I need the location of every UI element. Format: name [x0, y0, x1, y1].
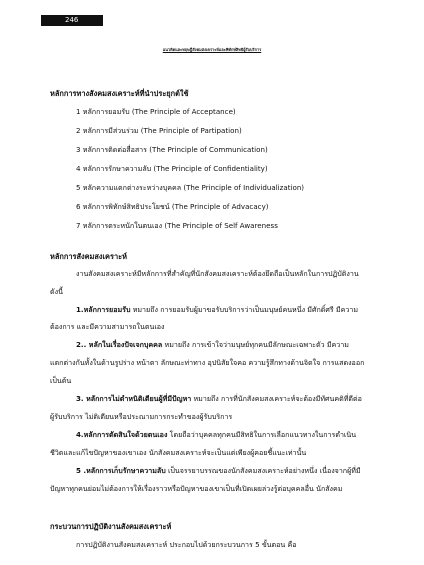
section-heading-principles-applied: หลักการทางสังคมสงเคราะห์ที่นำประยุกต์ใช้: [50, 89, 189, 98]
principle-item: 3 หลักการติดต่อสื่อสาร (The Principle of Communication): [76, 145, 268, 154]
paragraph-line: ชีวิตและแก้ไขปัญหาของเขาเอง นักสังคมสงเคราะห์จะเป็นแต่เพียงผู้คอยชี้แนะเท่านั้น: [50, 448, 307, 457]
principle-item: 6 หลักการพิทักษ์สิทธิประโยชน์ (The Principle of Advacacy): [76, 202, 269, 211]
paragraph-non-judgmental: [76, 394, 362, 405]
paragraph-self-determination: [76, 430, 356, 441]
principle-item: 1 หลักการยอมรับ (The Principle of Acceptance): [76, 107, 236, 116]
principle-description: โดยถือว่าบุคคลทุกคนมีสิทธิในการเลือกแนวทางในการดำเนิน: [167, 430, 357, 439]
paragraph-individualization: [76, 340, 349, 351]
paragraph-acceptance: [76, 305, 358, 316]
principle-name: 2.. หลักในเรื่องปัจเจกบุคคล: [76, 340, 163, 349]
paragraph-line: เป็นต้น: [50, 376, 72, 385]
principle-name: 5 .หลักการเก็บรักษาความลับ: [76, 466, 166, 475]
paragraph-process-intro: การปฏิบัติงานสังคมสงเคราะห์ ประกอบไปด้วยกระบวนการ 5 ขั้นตอน คือ: [76, 540, 297, 549]
paragraph-intro-line: งานสังคมสงเคราะห์มีหลักการที่สำคัญที่นักสังคมสงเคราะห์ต้องยึดถือเป็นหลักในการปฏิบัติงาน: [76, 269, 359, 278]
principle-name: 3. หลักการไม่ตำหนิติเตียนผู้ที่มีปัญหา: [76, 394, 192, 403]
principle-item: 7 หลักการตระหนักในตนเอง (The Principle of Self Awareness: [76, 221, 278, 230]
principle-description: เป็นจรรยาบรรณของนักสังคมสงเคราะห์อย่างหนึ่ง เนื่องจากผู้ที่มี: [165, 466, 361, 475]
section-heading-social-work-principles: หลักการสังคมสงเคราะห์: [50, 252, 127, 261]
principle-name: 4.หลักการตัดสินใจด้วยตนเอง: [76, 430, 168, 439]
principle-item: 5 หลักความแตกต่างระหว่างบุคคล (The Principle of Individualization): [76, 183, 305, 192]
paragraph-intro-line: ดังนี้: [50, 287, 63, 296]
paragraph-line: ปัญหาทุกคนย่อมไม่ต้องการให้เรื่องราวหรือปัญหาของเขาเป็นที่เปิดเผยล่วงรู้ต่อบุคคลอื่น นักสังคม: [50, 484, 343, 493]
document-title: แนวคิดและทฤษฎีสังคมสงเคราะห์และพิทักษ์สิทธิผู้รับบริการ: [162, 47, 262, 52]
principle-description: หมายถึง การยอมรับผู้มาขอรับบริการว่าเป็นมนุษย์คนหนึ่ง มีศักดิ์ศรี มีความ: [130, 305, 359, 314]
page-number: 246: [41, 15, 103, 26]
paragraph-line: ผู้รับบริการ ไม่ติเตียนหรือประณามการกระทำของผู้รับบริการ: [50, 412, 233, 421]
principle-description: หมายถึง การเข้าใจว่ามนุษย์ทุกคนมีลักษณะเฉพาะตัว มีความ: [162, 340, 349, 349]
paragraph-line: แตกต่างกันทั้งในด้านรูปร่าง หน้าตา ลักษณะท่าทาง อุปนิสัยใจคอ ความรู้สึกทางด้านจิตใจ การแสดงออก: [50, 358, 365, 367]
paragraph-confidentiality: [76, 466, 361, 477]
principle-name: 1.หลักการยอมรับ: [76, 305, 131, 314]
principle-item: 2 หลักการมีส่วนร่วม (The Principle of Partipation): [76, 126, 242, 135]
section-heading-practice-process: กระบวนการปฏิบัติงานสังคมสงเคราะห์: [50, 522, 172, 531]
principle-item: 4 หลักการรักษาความลับ (The Principle of Confidentiality): [76, 164, 268, 173]
paragraph-line: ต้องการ และมีความสามารถในตนเอง: [50, 322, 165, 331]
principle-description: หมายถึง การที่นักสังคมสงเคราะห์จะต้องมีทัศนคติที่ดีต่อ: [191, 394, 362, 403]
